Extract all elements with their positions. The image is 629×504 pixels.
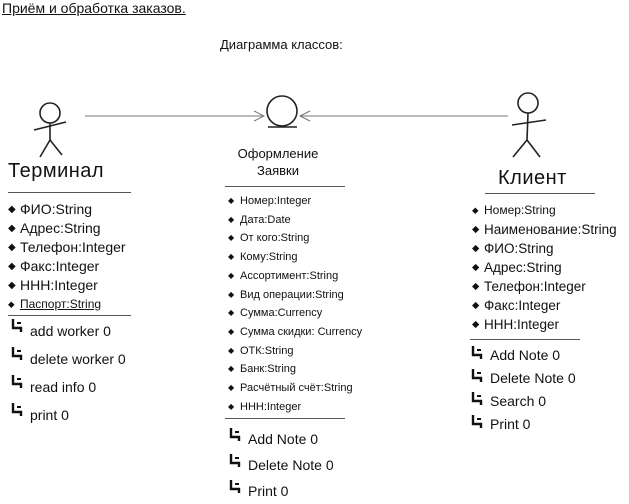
association-arrow-client <box>300 111 508 121</box>
operation-label: Add Note 0 <box>490 347 561 363</box>
association-arrow-terminal <box>85 111 264 121</box>
method-icon <box>10 318 24 334</box>
attribute-item: ◆ Факс:Integer <box>472 296 617 315</box>
operation-label: Delete Note 0 <box>490 370 576 386</box>
diagram-title: Диаграмма классов: <box>220 37 343 52</box>
terminal-divider-top <box>8 192 131 193</box>
method-icon <box>470 391 484 407</box>
operation-item <box>470 367 576 390</box>
method-icon <box>470 368 484 384</box>
terminal-divider-bottom <box>8 315 131 316</box>
order-divider-bottom <box>225 418 345 419</box>
client-divider-bottom <box>470 339 580 340</box>
order-operations <box>228 426 334 504</box>
attribute-item: ◆ ФИО:String <box>8 200 126 219</box>
terminal-actor-icon <box>34 103 66 157</box>
attribute-item: ◆ От кого:String <box>228 229 362 248</box>
operation-label: add worker 0 <box>30 323 111 339</box>
client-attributes <box>472 201 617 334</box>
page-title: Приём и обработка заказов. <box>2 0 186 16</box>
operation-label: Print 0 <box>490 416 531 432</box>
attribute-item: ◆ Банк:String <box>228 360 362 379</box>
operation-label: delete worker 0 <box>30 351 126 367</box>
operation-label: print 0 <box>30 407 69 423</box>
attribute-item: ◆ Наименование:String <box>472 220 617 239</box>
attribute-item: ◆ ННН:Integer <box>8 276 126 295</box>
terminal-class-name: Терминал <box>8 160 105 182</box>
method-icon <box>10 346 24 362</box>
attribute-item: ◆ Номер:Integer <box>228 192 362 211</box>
order-class-name-line2: Заявки <box>257 163 299 178</box>
terminal-attributes <box>8 200 126 314</box>
method-icon <box>470 345 484 361</box>
attribute-item: ◆ Дата:Date <box>228 211 362 230</box>
order-divider-top <box>225 186 345 187</box>
client-actor-icon <box>512 93 546 157</box>
method-icon <box>228 427 242 443</box>
attribute-item: ◆ Кому:String <box>228 248 362 267</box>
attribute-item: ◆ ОТК:String <box>228 342 362 361</box>
attribute-item: ◆ Факс:Integer <box>8 257 126 276</box>
operation-item <box>228 478 334 504</box>
client-divider-top <box>485 193 595 194</box>
method-icon <box>228 479 242 495</box>
operation-label: Delete Note 0 <box>248 457 334 473</box>
attribute-item: ◆ ННН:Integer <box>472 315 617 334</box>
order-class-name-line1: Оформление <box>237 146 319 161</box>
attribute-item: ◆ Телефон:Integer <box>472 277 617 296</box>
order-attributes <box>228 192 362 416</box>
operation-label: Print 0 <box>248 483 289 499</box>
operation-item <box>470 390 576 413</box>
client-class-name: Клиент <box>498 167 567 189</box>
control-circle-icon <box>267 96 297 127</box>
attribute-item: ◆ Вид операции:String <box>228 286 362 305</box>
operation-item <box>228 426 334 452</box>
operation-item <box>10 373 126 401</box>
method-icon <box>228 453 242 469</box>
attribute-item: ◆ Расчётный счёт:String <box>228 379 362 398</box>
attribute-item: ◆ ФИО:String <box>472 239 617 258</box>
attribute-item: ◆ Адрес:String <box>472 258 617 277</box>
attribute-item: ◆ Сумма:Currency <box>228 304 362 323</box>
method-icon <box>10 402 24 418</box>
operation-item <box>470 413 576 436</box>
operation-item <box>10 401 126 429</box>
operation-label: Search 0 <box>490 393 547 409</box>
client-operations <box>470 344 576 436</box>
attribute-item: ◆ Ассортимент:String <box>228 267 362 286</box>
operation-item <box>228 452 334 478</box>
terminal-operations <box>10 317 126 429</box>
attribute-item: ◆ Телефон:Integer <box>8 238 126 257</box>
method-icon <box>470 414 484 430</box>
operation-label: read info 0 <box>30 379 97 395</box>
attribute-item: ◆ Номер:String <box>472 201 617 220</box>
attribute-item: ◆ Сумма скидки: Currency <box>228 323 362 342</box>
method-icon <box>10 374 24 390</box>
attribute-item: ◆ Адрес:String <box>8 219 126 238</box>
operation-item <box>10 345 126 373</box>
operation-item <box>470 344 576 367</box>
attribute-item: ◆ ННН:Integer <box>228 398 362 417</box>
operation-item <box>10 317 126 345</box>
order-class-name <box>228 145 328 179</box>
attribute-item: ◆ Паспорт:String <box>8 295 126 314</box>
operation-label: Add Note 0 <box>248 431 319 447</box>
